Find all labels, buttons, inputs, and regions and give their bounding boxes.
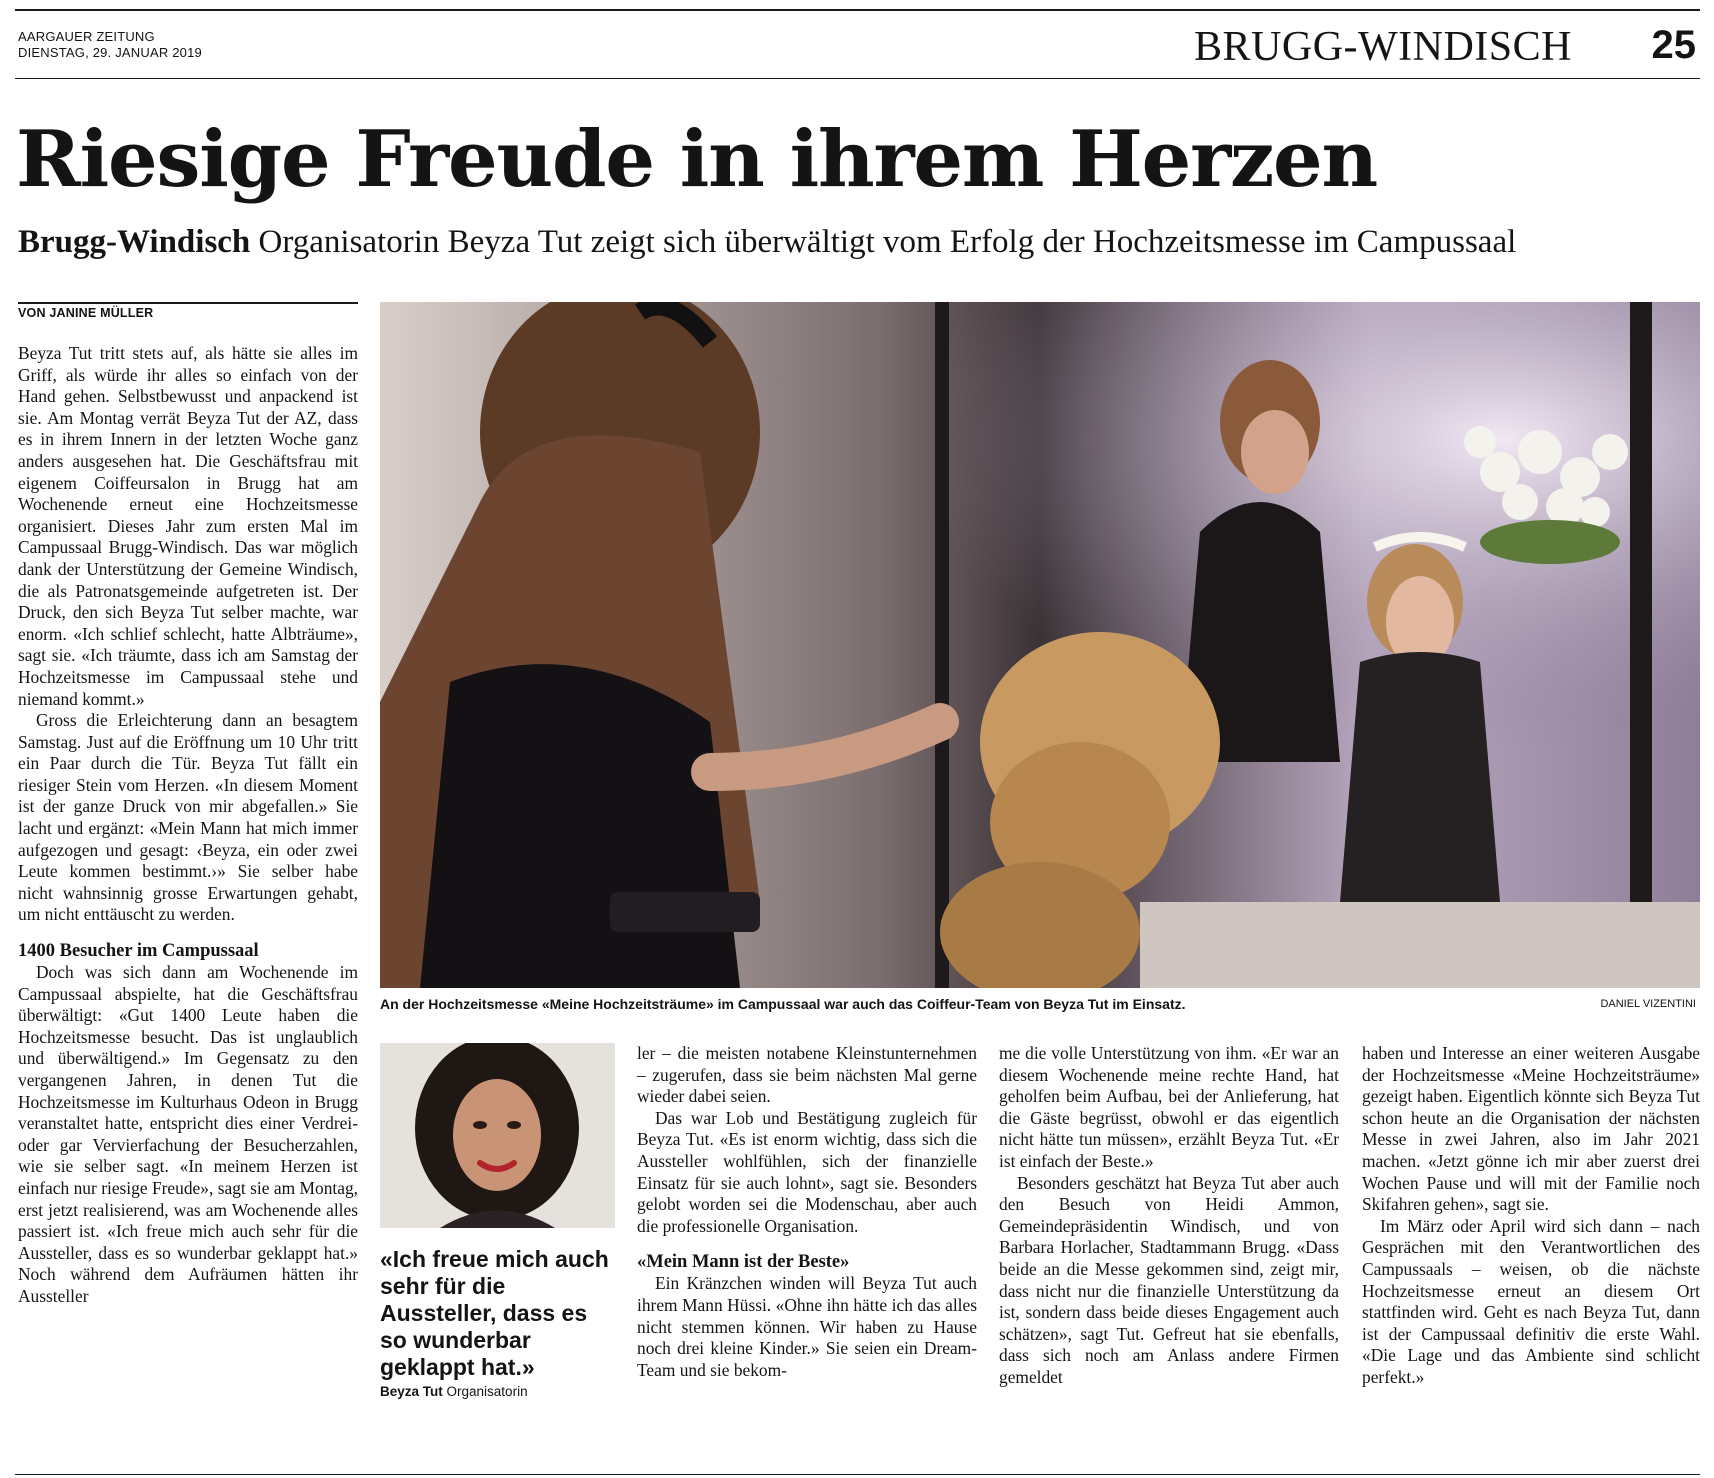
section-title: BRUGG-WINDISCH [1194, 24, 1572, 70]
paragraph: ler – die meisten notabene Kleinstunternehmen – zugerufen, dass sie beim nächsten Mal gerne wieder dabei seien. [637, 1043, 977, 1107]
issue-date: DIENSTAG, 29. JANUAR 2019 [18, 45, 202, 60]
article-column-4 [1362, 1043, 1700, 1389]
paragraph: me die volle Unterstützung von ihm. «Er war an diesem Wochenende meine rechte Hand, hat geholfen beim Aufbau, bei der Anlieferung, hat die Gäste begrüsst, obwohl er das eigentlich nicht hätte tun müssen», erzählt Beyza Tut. «Er ist einfach der Beste.» [999, 1043, 1339, 1171]
paragraph: Das war Lob und Bestätigung zugleich für Beyza Tut. «Es ist enorm wichtig, dass sich die Aussteller wohlfühlen, sich der finanzielle Einsatz für sie auch lohnt», sagt sie. Besonders gelobt worden sei die Modenschau, aber auch die professionelle Organisation. [637, 1107, 977, 1236]
article-column-3 [999, 1043, 1339, 1389]
quote-attribution [380, 1384, 528, 1399]
subhead-kicker: Brugg-Windisch [18, 224, 251, 260]
salon-scene-illustration [380, 302, 1700, 988]
newspaper-name: AARGAUER ZEITUNG [18, 29, 155, 44]
bottom-rule [15, 1474, 1700, 1475]
section-heading: «Mein Mann ist der Beste» [637, 1252, 850, 1273]
headline: Riesige Freude in ihrem Herzen [16, 114, 1377, 205]
paragraph: Beyza Tut tritt stets auf, als hätte sie alles im Griff, als würde ihr alles so einfach von der Hand gehen. Selbstbewusst und anpackend ist sie. Am Montag verrät Beyza Tut der AZ, dass es in ihrem Innern in der letzten Woche ganz anders ausgesehen hat. Die Geschäftsfrau mit eigenem Coiffeursalon in Brugg hat am Wochenende erneut eine Hochzeitsmesse organisiert. Dieses Jahr zum ersten Mal im Campussaal Brugg-Windisch. Das war möglich dank der Unterstützung der Gemeine Windisch, die als Patronatsgemeinde aufgetreten ist. Der Druck, den sich Beyza Tut selber machte, war enorm. «Ich schlief schlecht, hatte Albträume», sagt sie. «Ich träumte, dass ich am Samstag der Hochzeitsmesse im Campussaal stehe und niemand kommt.» [18, 343, 358, 709]
byline-rule [18, 302, 358, 304]
quote-role: Organisatorin [446, 1384, 528, 1399]
paragraph: Besonders geschätzt hat Beyza Tut aber auch den Besuch von Heidi Ammon, Gemeindepräsidentin Windisch, und von Barbara Horlacher, Stadtammann Brugg. «Dass beide an die Messe gekommen sind, zeigt mir, dass nicht nur die finanzielle Unterstützung da ist, sondern dass beide dieses Engagement auch schätzen», sagt Tut. Gefreut hat sie ebenfalls, dass sich noch am Anlass andere Firmen gemeldet [999, 1172, 1339, 1387]
portrait-photo [380, 1043, 615, 1228]
photo-credit: DANIEL VIZENTINI [1600, 998, 1696, 1010]
pull-quote: «Ich freue mich auch sehr für die Aussteller, dass es so wunderbar geklappt hat.» [380, 1246, 609, 1380]
quote-name: Beyza Tut [380, 1384, 443, 1399]
paragraph: Ein Kränzchen winden will Beyza Tut auch ihrem Mann Hüssi. «Ohne ihn hätte ich das alles nicht stemmen können. Wir haben zu Hause noch drei kleine Kinder.» Sie seien ein Dream-Team und sie bekom- [637, 1273, 977, 1380]
paragraph: Doch was sich dann am Wochenende im Campussaal abspielte, hat die Geschäftsfrau überwältigt: «Gut 1400 Leute haben die Hochzeitsmesse besucht. Das ist unglaublich und überwältigend.» Im Gegensatz zu den vergangenen Jahren, in denen Tut die Hochzeitsmesse im Kulturhaus Odeon in Brugg veranstaltet hatte, entspricht dies einer Verdrei- oder gar Vervierfachung der Besucherzahlen, wie sie selber sagt. «In meinem Herzen ist einfach nur riesige Freude», sagt sie am Montag, erst jetzt realisierend, was am Wochenende alles passiert ist. «Ich freue mich auch sehr für die Aussteller, dass es so wunderbar geklappt hat.» Noch während dem Aufräumen hätten ihr Aussteller [18, 962, 358, 1306]
subheadline [18, 222, 1516, 262]
article-column-2 [637, 1043, 977, 1381]
subhead-text: Organisatorin Beyza Tut zeigt sich überwältigt vom Erfolg der Hochzeitsmesse im Campussaal [258, 224, 1517, 260]
portrait-illustration [380, 1043, 615, 1228]
photo-caption: An der Hochzeitsmesse «Meine Hochzeitsträume» im Campussaal war auch das Coiffeur-Team von Beyza Tut im Einsatz. [380, 996, 1186, 1012]
article-column-1 [18, 343, 358, 1308]
section-heading: 1400 Besucher im Campussaal [18, 941, 259, 962]
page-number: 25 [1651, 23, 1696, 67]
top-rule [15, 9, 1700, 11]
main-photo [380, 302, 1700, 988]
paragraph: haben und Interesse an einer weiteren Ausgabe der Hochzeitsmesse «Meine Hochzeitsträume» gezeigt haben. Eigentlich könnte sich Beyza Tut schon heute an die Organisation der nächsten Messe in zwei Jahren, also im Jahr 2021 machen. «Jetzt gönne ich mir aber zuerst drei Wochen Pause und will mit der Familie noch Skifahren gehen», sagt sie. [1362, 1043, 1700, 1215]
byline: VON JANINE MÜLLER [18, 306, 154, 320]
paragraph: Gross die Erleichterung dann an besagtem Samstag. Just auf die Eröffnung um 10 Uhr tritt ein Paar durch die Tür. Beyza Tut fällt ein riesiger Stein vom Herzen. «In diesem Moment ist der ganze Druck von mir abgefallen.» Sie lacht und ergänzt: «Mein Mann hat mich immer aufgezogen und gesagt: ‹Beyza, ein oder zwei Leute kommen bestimmt.›» Sie selber habe nicht wahnsinnig grosse Erwartungen gehabt, um nicht enttäuscht zu werden. [18, 710, 358, 925]
paragraph: Im März oder April wird sich dann – nach Gesprächen mit den Verantwortlichen des Campussaals – weisen, ob die nächste Hochzeitsmesse erneut an diesem Ort stattfinden wird. Geht es nach Beyza Tut, dann ist der Campussaal definitiv die erste Wahl. «Die Lage und das Ambiente sind schlicht perfekt.» [1362, 1215, 1700, 1387]
header-rule [15, 78, 1700, 79]
